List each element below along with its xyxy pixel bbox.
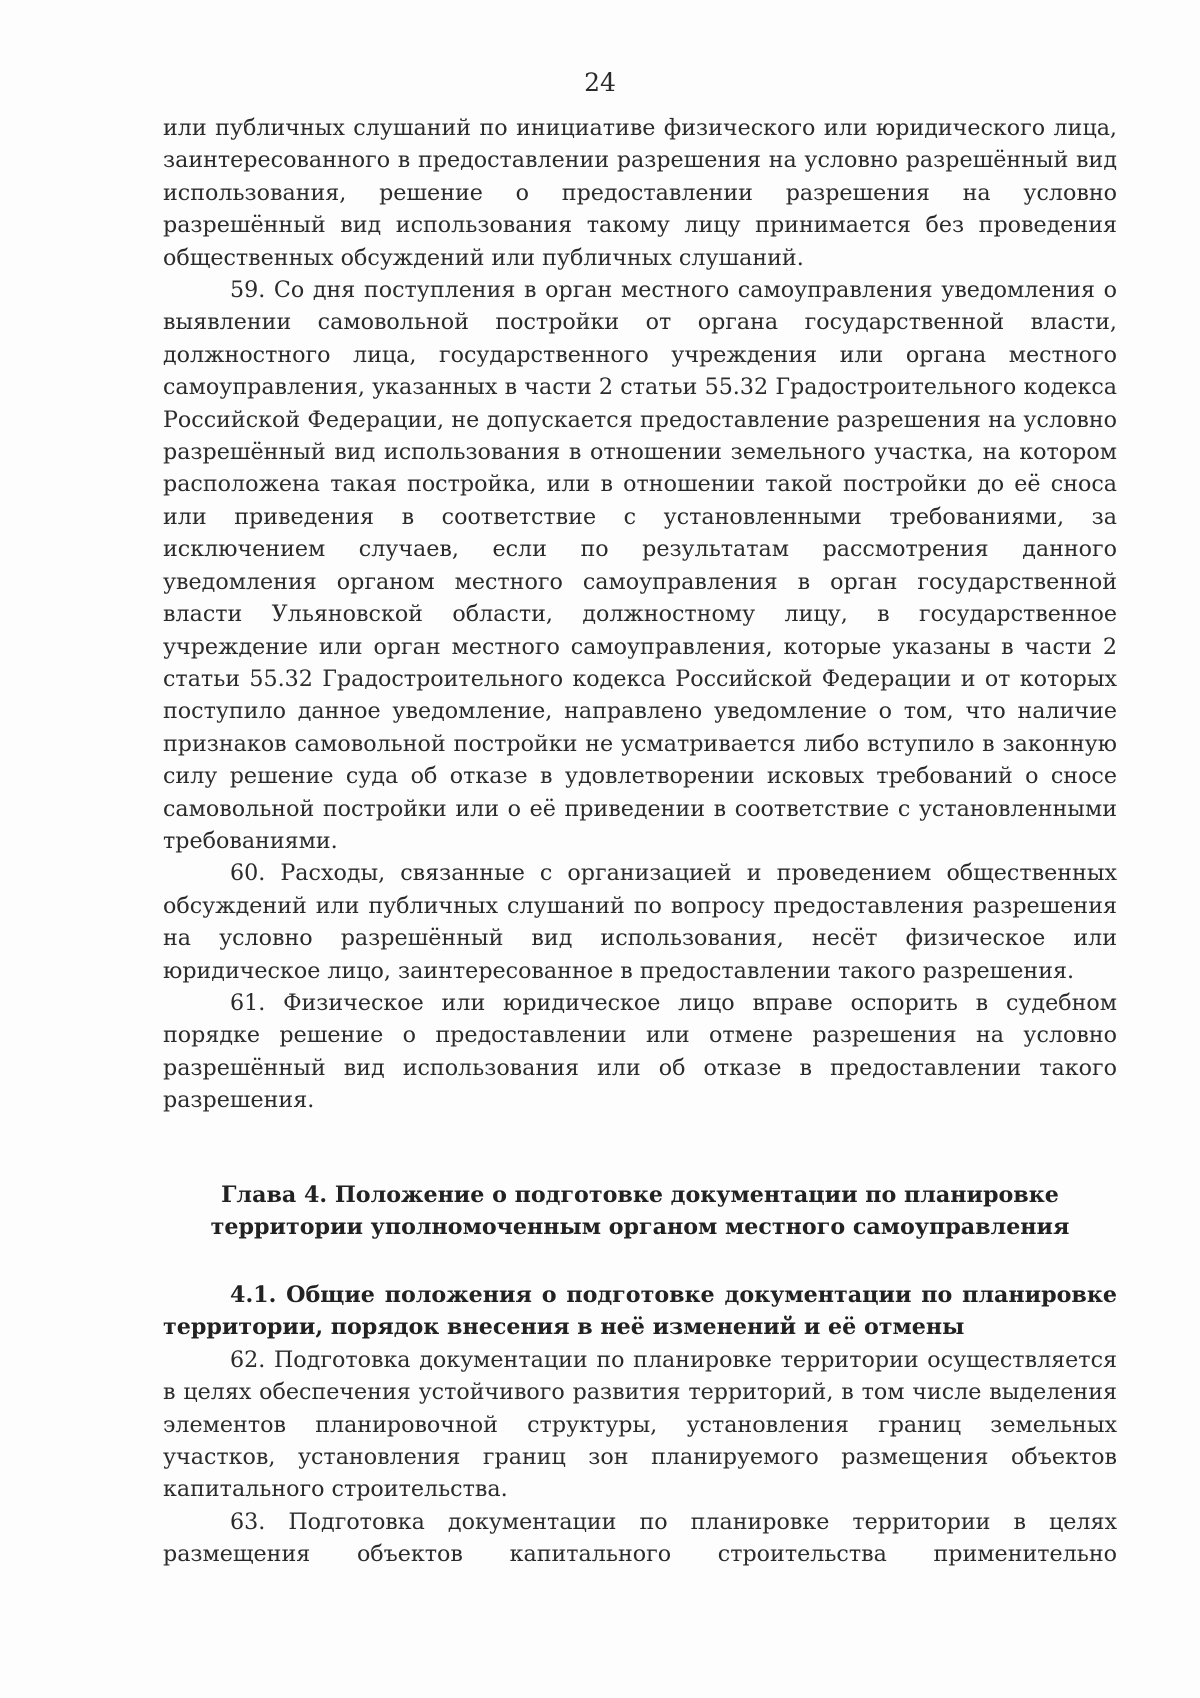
- chapter-heading-line-1: Глава 4. Положение о подготовке документации по планировке: [221, 1182, 1059, 1208]
- section-block: [163, 1279, 1117, 1571]
- paragraph-59: 59. Со дня поступления в орган местного самоуправления уведомления о выявлении самовольной постройки от органа государственной власти, должностного лица, государственного учреждения или органа местного самоуправления, указанных в части 2 статьи 55.32 Градостроительного кодекса Российской Федерации, не допускается предоставление разрешения на условно разрешённый вид использования в отношении земельного участка, на котором расположена такая постройка, или в отношении такой постройки до её сноса или приведения в соответствие с установленными требованиями, за исключением случаев, если по результатам рассмотрения данного уведомления органом местного самоуправления в орган государственной власти Ульяновской области, должностному лицу, в государственное учреждение или орган местного самоуправления, которые указаны в части 2 статьи 55.32 Градостроительного кодекса Российской Федерации и от которых поступило данное уведомление, направлено уведомление о том, что наличие признаков самовольной постройки не усматривается либо вступило в законную силу решение суда об отказе в удовлетворении исковых требований о сносе самовольной постройки или о её приведении в соответствие с установленными требованиями.: [163, 277, 1117, 854]
- chapter-heading: [163, 1179, 1117, 1243]
- chapter-heading-line-2: территории уполномоченным органом местного самоуправления: [210, 1214, 1070, 1240]
- paragraph-63: 63. Подготовка документации по планировке территории в целях размещения объектов капитального строительства применительно: [163, 1508, 1117, 1568]
- page-number: 24: [584, 68, 616, 97]
- document-body: [163, 112, 1117, 1117]
- paragraph-60: 60. Расходы, связанные с организацией и проведением общественных обсуждений или публичных слушаний по вопросу предоставления разрешения на условно разрешённый вид использования, несёт физическое или юридическое лицо, заинтересованное в предоставлении такого разрешения.: [163, 860, 1117, 984]
- paragraph-62: 62. Подготовка документации по планировке территории осуществляется в целях обеспечения устойчивого развития территорий, в том числе выделения элементов планировочной структуры, установления границ земельных участков, установления границ зон планируемого размещения объектов капитального строительства.: [163, 1346, 1117, 1503]
- paragraph-61: 61. Физическое или юридическое лицо вправе оспорить в судебном порядке решение о предоставлении или отмене разрешения на условно разрешённый вид использования или об отказе в предоставлении такого разрешения.: [163, 989, 1117, 1114]
- section-heading: 4.1. Общие положения о подготовке документации по планировке территории, порядок внесения в неё изменений и её отмены: [163, 1282, 1117, 1341]
- paragraph-continuation: или публичных слушаний по инициативе физического или юридического лица, заинтересованного в предоставлении разрешения на условно разрешённый вид использования, решение о предоставлении разрешения на условно разрешённый вид использования такому лицу принимается без проведения общественных обсуждений или публичных слушаний.: [163, 115, 1117, 271]
